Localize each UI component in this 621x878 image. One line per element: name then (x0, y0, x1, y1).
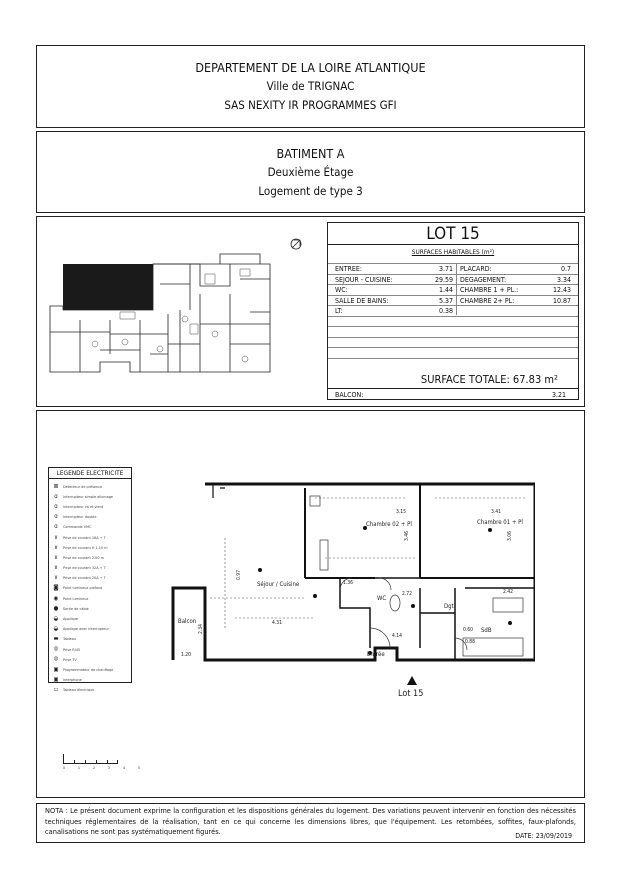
balcon-row (328, 388, 578, 400)
row-left-label: LT: (335, 307, 343, 315)
dim-label: 0.97 (236, 569, 243, 581)
department-title: DEPARTEMENT DE LA LOIRE ATLANTIQUE (195, 60, 426, 75)
legend-symbol-icon: ◙ (53, 584, 59, 592)
surface-row (328, 305, 578, 316)
key-plan (40, 224, 320, 399)
legend-box (48, 467, 132, 694)
building-name: BATIMENT A (276, 145, 345, 161)
row-right-value: 0.7 (560, 265, 571, 273)
lot-marker-arrow-icon (407, 676, 417, 685)
empty-row (328, 337, 578, 348)
row-right-label: PLACARD: (460, 265, 492, 273)
lot-marker-label: Lot 15 (398, 689, 424, 699)
legend-label: Prise de courant 32A + T (63, 565, 106, 571)
legend-item (49, 593, 131, 603)
row-left-label: WC: (335, 286, 348, 294)
legend-item (49, 481, 131, 491)
legend-label: Interphone (63, 677, 82, 683)
legend-symbol-icon: ⊠ (53, 482, 59, 490)
legend-label: Applique avec interrupteur (63, 626, 109, 632)
scale-label: 0 1 2 3 4 5 (63, 766, 147, 770)
legend-label: Sortie de câble (63, 605, 89, 611)
row-right-label: CHAMBRE 2+ PL: (460, 296, 515, 305)
legend-label: Point lumineux plafond (63, 585, 103, 591)
legend-symbol-icon: ɑ (54, 502, 58, 510)
row-left-label: SALLE DE BAINS: (335, 296, 389, 305)
legend-label: Commande VMC (63, 524, 92, 530)
legend-item (49, 654, 131, 664)
legend-item (49, 542, 131, 552)
legend-label: Détecteur de présence (63, 483, 103, 489)
legend-symbol-icon: ▣ (53, 665, 59, 673)
room-chambre-01: Chambre 01 + Pl (477, 519, 523, 526)
legend-symbol-icon: ɑ (54, 523, 58, 531)
surface-row (328, 263, 578, 274)
legend-item (49, 613, 131, 623)
room-entree: Entrée (367, 651, 385, 658)
building-box (36, 131, 585, 213)
housing-type: Logement de type 3 (258, 183, 363, 198)
empty-row (328, 316, 578, 327)
legend-label: Interrupteur va et vient (63, 503, 104, 509)
scale-bar (63, 758, 118, 764)
dim-label: 3.41 (491, 509, 502, 515)
compass-icon (291, 239, 301, 249)
legend-item (49, 624, 131, 634)
legend-symbol-icon: ● (53, 604, 59, 612)
row-left-value: 29.59 (434, 275, 453, 284)
row-right-value: 3.34 (556, 275, 571, 284)
floor-name: Deuxième Étage (267, 164, 354, 179)
legend-label: Programmateur de chauffage (63, 666, 114, 672)
dim-label: 2.72 (402, 591, 413, 597)
legend-symbol-icon: ⦻ (54, 645, 58, 653)
legend-label: Prise de courant 20A + T (63, 575, 106, 581)
legend-item (49, 552, 131, 562)
room-chambre-02: Chambre 02 + Pl (366, 521, 412, 528)
legend-item (49, 644, 131, 654)
surface-row (328, 274, 578, 285)
dim-label: 2.34 (198, 623, 205, 635)
legend-symbol-icon: ɑ (54, 492, 58, 500)
row-left-label: SEJOUR - CUISINE: (335, 275, 393, 284)
row-left-value: 3.71 (438, 265, 453, 273)
legend-symbol-icon: ▣ (53, 676, 59, 684)
legend-title: LEGENDE ELECTRICITE (49, 468, 131, 479)
legend-symbol-icon: ɤ (54, 533, 58, 541)
lot-table (327, 222, 579, 400)
room-dgt: Dgt (444, 603, 454, 610)
legend-label: Tableau (63, 636, 77, 642)
dim-label: 0.88 (465, 639, 476, 645)
legend-symbol-icon: ɤ (54, 574, 58, 582)
dim-label: 3.46 (404, 530, 411, 542)
dim-label: 4.31 (272, 620, 283, 626)
dim-label: 3.15 (396, 509, 407, 515)
dim-label: 0.60 (463, 627, 474, 633)
legend-item (49, 501, 131, 511)
legend-item (49, 491, 131, 501)
legend-label: Tableau électrique (63, 687, 95, 693)
dim-label: 1.36 (343, 580, 354, 586)
legend-symbol-icon: ɑ (54, 513, 58, 521)
surfaces-title: SURFACES HABITABLES (m²) (411, 248, 495, 256)
dim-label: 3.06 (507, 530, 514, 542)
legend-symbol-icon: ▭ (53, 686, 59, 694)
room-sejour: Séjour / Cuisine (257, 581, 300, 588)
row-right-label: CHAMBRE 1 + PL.: (460, 286, 519, 294)
legend-item (49, 685, 131, 695)
note-text: NOTA : Le présent document exprime la configuration et les dispositions générales du logement. Des variations peuvent intervenir en fonction des nécessités techniques réglementaires de la réalisation, tant en ce qui concerne les dimensions libres, que l'équipement. Les retombées, soffites, faux-plafonds, canalisations ne sont pas systématiquement figurés. (45, 806, 576, 836)
lot-title: LOT 15 (328, 223, 578, 245)
room-wc: WC (377, 595, 387, 602)
legend-label: Prise de courant 2.00 m (63, 554, 104, 560)
legend-item (49, 675, 131, 685)
legend-label: Prise de courant H 1.10 m (63, 544, 108, 550)
legend-label: Interrupteur double (63, 514, 97, 520)
city-name: Ville de TRIGNAC (266, 79, 355, 93)
legal-note (36, 803, 585, 843)
legend-label: Interrupteur simple allumage (63, 493, 113, 499)
legend-symbol-icon: ɤ (54, 553, 58, 561)
legend-item (49, 532, 131, 542)
row-right-label: DEGAGEMENT: (460, 275, 507, 284)
legend-symbol-icon: ɤ (54, 564, 58, 572)
dim-label: 2.42 (503, 589, 514, 595)
legend-item (49, 573, 131, 583)
legend-item (49, 512, 131, 522)
legend-item (49, 603, 131, 613)
legend-symbol-icon: ◒ (53, 615, 59, 623)
legend-symbol-icon: ɤ (54, 543, 58, 551)
surface-total: SURFACE TOTALE: 67.83 m² (420, 373, 558, 386)
floor-plan (165, 478, 535, 668)
legend-item (49, 634, 131, 644)
legend-label: Prise TV (63, 656, 77, 662)
row-left-value: 5.37 (438, 296, 453, 305)
legend-item (49, 664, 131, 674)
legend-label: Prise RJ45 (63, 646, 81, 652)
dim-label: 4.14 (392, 633, 403, 639)
row-right-value: 12.43 (552, 286, 571, 294)
surface-row (328, 295, 578, 306)
empty-row (328, 358, 578, 369)
legend-label: Point lumineux (63, 595, 89, 601)
room-balcon: Balcon (178, 618, 197, 625)
empty-row (328, 326, 578, 337)
balcon-value: 3.21 (551, 391, 566, 399)
header-box (36, 45, 585, 128)
legend-symbol-icon: ⦻ (54, 655, 58, 663)
legend-label: Applique (63, 616, 79, 622)
row-left-value: 1.44 (438, 286, 453, 294)
row-right-value: 10.87 (552, 296, 571, 305)
legend-symbol-icon: ◉ (53, 594, 59, 602)
balcon-label: BALCON: (335, 391, 364, 399)
hatched-zone (63, 264, 153, 310)
legend-list (49, 479, 131, 695)
row-left-label: ENTREE: (335, 265, 362, 273)
legend-symbol-icon: ▬ (53, 635, 59, 643)
legend-item (49, 583, 131, 593)
dim-label: 1.20 (181, 652, 192, 658)
surface-row (328, 284, 578, 295)
developer-name: SAS NEXITY IR PROGRAMMES GFI (224, 98, 397, 112)
legend-item (49, 522, 131, 532)
note-date: DATE: 23/09/2019 (515, 831, 572, 840)
row-left-value: 0.38 (438, 307, 453, 315)
legend-label: Prise de courant 16A + T (63, 534, 106, 540)
empty-row (328, 347, 578, 358)
legend-symbol-icon: ◒ (53, 625, 59, 633)
room-sdb: SdB (481, 627, 492, 634)
legend-item (49, 563, 131, 573)
